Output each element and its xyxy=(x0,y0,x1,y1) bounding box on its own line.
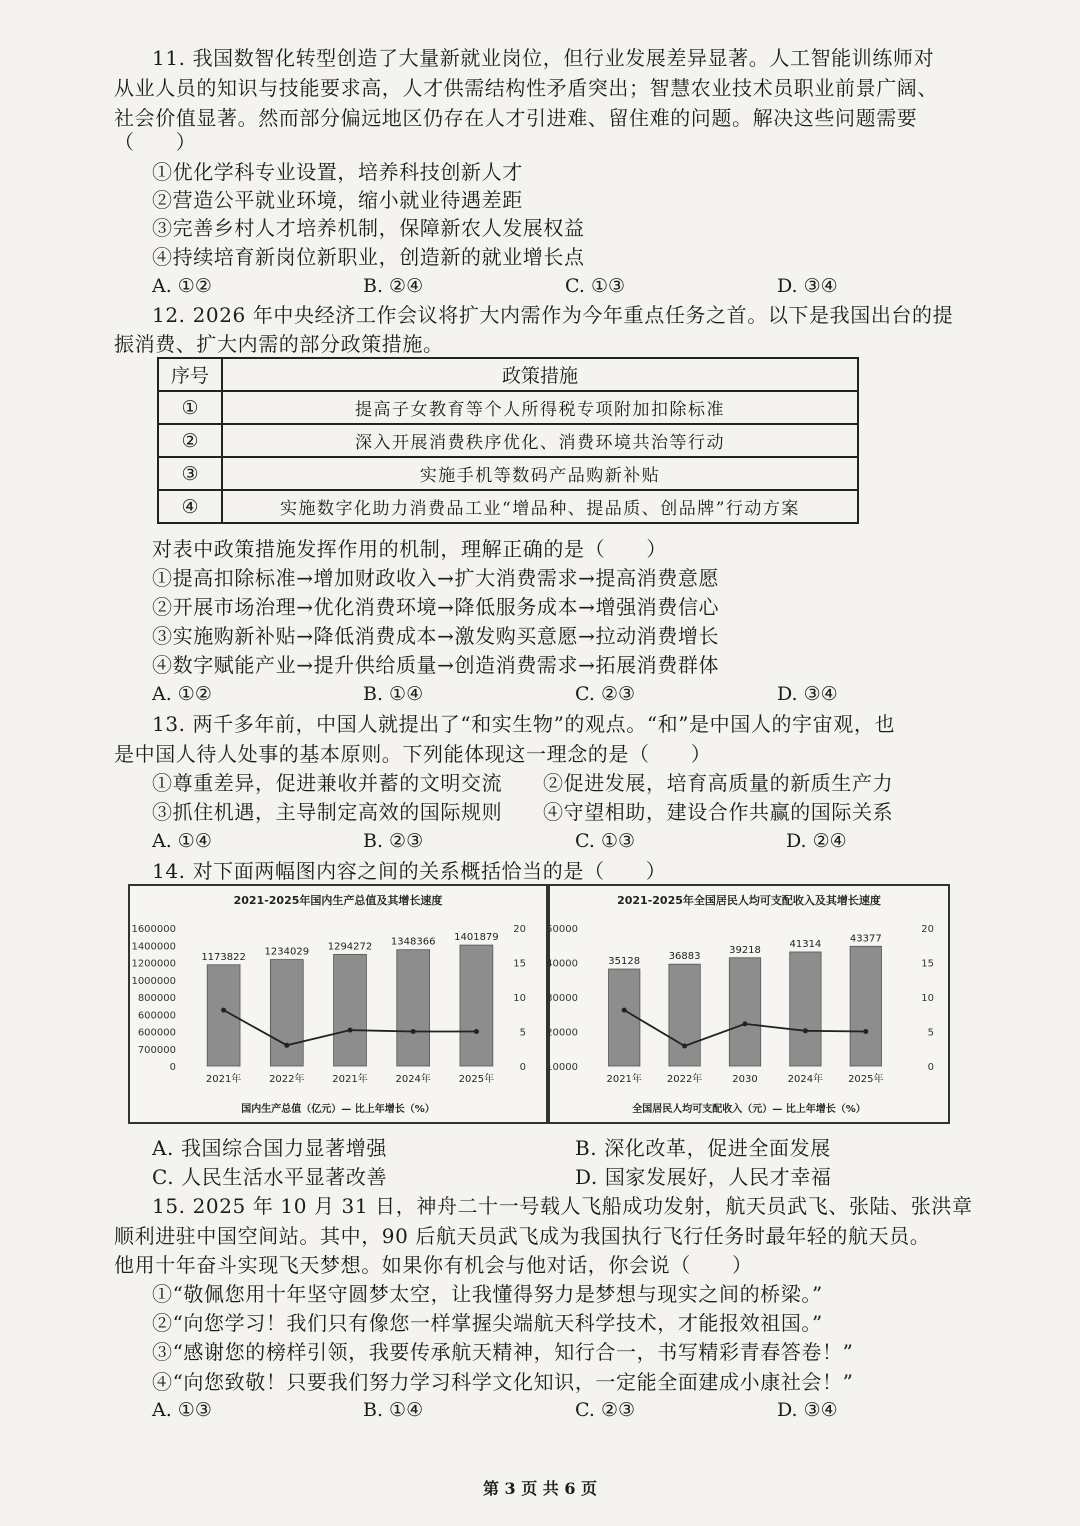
q11-stem-line-3: 社会价值显著。然而部分偏远地区仍存在人才引进难、留住难的问题。解决这些问题需要 xyxy=(114,106,918,130)
bar xyxy=(850,946,881,1066)
y2-tick-label: 10 xyxy=(513,993,526,1004)
q13-stem-line-2: 是中国人待人处事的基本原则。下列能体现这一理念的是（ ） xyxy=(114,742,712,766)
y-tick-label: 40000 xyxy=(546,958,578,970)
bar-value-label: 39218 xyxy=(729,944,761,956)
q13-choice-d[interactable]: D. ②④ xyxy=(786,830,847,852)
bar-value-label: 1234029 xyxy=(264,946,310,958)
y-tick-label: 20000 xyxy=(546,1027,578,1039)
bar-value-label: 1348366 xyxy=(390,936,436,948)
q15-choice-b[interactable]: B. ①④ xyxy=(363,1399,424,1421)
table-cell-policy: 实施手机等数码产品购新补贴 xyxy=(222,457,858,490)
bar xyxy=(270,960,303,1066)
table-cell-index: ② xyxy=(158,424,222,457)
q13-choice-c[interactable]: C. ①③ xyxy=(575,830,636,852)
y-tick-label: 0 xyxy=(169,1062,176,1073)
chart-title: 2021-2025年国内生产总值及其增长速度 xyxy=(233,894,443,907)
chart-legend: 全国居民人均可支配收入（元）— 比上年增长（%） xyxy=(632,1104,866,1115)
q12-item-2: ②开展市场治理→优化消费环境→降低服务成本→增强消费信心 xyxy=(152,595,720,619)
page-footer: 第 3 页 共 6 页 xyxy=(482,1479,598,1498)
growth-point xyxy=(348,1028,353,1033)
q15-item-3: ③“感谢您的榜样引领，我要传承航天精神，知行合一，书写精彩青春答卷！” xyxy=(152,1340,854,1364)
q12-question: 对表中政策措施发挥作用的机制，理解正确的是（ ） xyxy=(152,537,667,561)
q12-stem-line-2: 振消费、扩大内需的部分政策措施。 xyxy=(114,332,444,356)
y-tick-label: 1200000 xyxy=(131,958,176,970)
growth-point xyxy=(221,1008,226,1013)
q14-stem: 14. 对下面两幅图内容之间的关系概括恰当的是（ ） xyxy=(152,859,667,883)
q11-choice-c[interactable]: C. ①③ xyxy=(565,275,626,297)
y2-tick-label: 5 xyxy=(519,1027,526,1039)
q12-choice-b[interactable]: B. ①④ xyxy=(363,683,424,705)
gdp-chart-panel xyxy=(128,884,548,1124)
y2-tick-label: 20 xyxy=(513,924,526,935)
q15-choice-d[interactable]: D. ③④ xyxy=(777,1399,838,1421)
q14-choice-b[interactable]: B. 深化改革，促进全面发展 xyxy=(575,1136,831,1160)
q15-choice-a[interactable]: A. ①③ xyxy=(152,1399,212,1421)
q15-item-4: ④“向您致敬！只要我们努力学习科学文化知识，一定能全面建成小康社会！” xyxy=(152,1370,854,1394)
table-cell-policy: 深入开展消费秩序优化、消费环境共治等行动 xyxy=(222,424,858,457)
q11-stem-line-1: 11. 我国数智化转型创造了大量新就业岗位，但行业发展差异显著。人工智能训练师对 xyxy=(152,46,935,70)
table-row xyxy=(158,457,858,490)
y-tick-label: 1600000 xyxy=(131,924,176,935)
q13-choice-b[interactable]: B. ②③ xyxy=(363,830,424,852)
gdp-chart xyxy=(130,886,546,1122)
x-tick-label: 2022年 xyxy=(269,1074,305,1085)
y-tick-label: 10000 xyxy=(546,1062,578,1073)
y2-tick-label: 0 xyxy=(927,1062,934,1073)
q11-item-3: ③完善乡村人才培养机制，保障新农人发展权益 xyxy=(152,216,585,240)
growth-point xyxy=(682,1043,687,1048)
q13-stem-line-1: 13. 两千多年前，中国人就提出了“和实生物”的观点。“和”是中国人的宇宙观，也 xyxy=(152,712,896,736)
q15-item-1: ①“敬佩您用十年坚守圆梦太空，让我懂得努力是梦想与现实之间的桥梁。” xyxy=(152,1282,823,1306)
bar xyxy=(669,964,700,1066)
q11-choice-d[interactable]: D. ③④ xyxy=(777,275,838,297)
bar xyxy=(397,950,430,1066)
y-tick-label: 600000 xyxy=(137,1027,176,1039)
x-tick-label: 2030 xyxy=(732,1074,758,1085)
table-row xyxy=(158,391,858,424)
q12-item-1: ①提高扣除标准→增加财政收入→扩大消费需求→提高消费意愿 xyxy=(152,566,720,590)
y-tick-label: 1400000 xyxy=(131,941,176,953)
table-row xyxy=(158,424,858,457)
bar xyxy=(729,958,760,1066)
y2-tick-label: 15 xyxy=(513,958,526,970)
q11-answer-bracket: （ ） xyxy=(114,130,197,154)
bar-value-label: 36883 xyxy=(668,951,701,963)
bar-value-label: 1294272 xyxy=(327,941,373,953)
y2-tick-label: 5 xyxy=(927,1027,934,1039)
q14-choice-d[interactable]: D. 国家发展好，人民才幸福 xyxy=(575,1165,832,1189)
x-tick-label: 2021年 xyxy=(606,1074,642,1085)
x-tick-label: 2024年 xyxy=(787,1074,824,1085)
q11-item-4: ④持续培育新岗位新职业，创造新的就业增长点 xyxy=(152,245,585,269)
growth-point xyxy=(474,1029,479,1034)
y-tick-label: 700000 xyxy=(137,1044,176,1056)
q12-item-3: ③实施购新补贴→降低消费成本→激发购买意愿→拉动消费增长 xyxy=(152,624,720,648)
q12-choice-a[interactable]: A. ①② xyxy=(152,683,212,705)
q13-item-2: ②促进发展，培育高质量的新质生产力 xyxy=(543,771,894,795)
y-tick-label: 800000 xyxy=(137,993,176,1004)
table-cell-index: ① xyxy=(158,391,222,424)
q13-item-1: ①尊重差异，促进兼收并蓄的文明交流 xyxy=(152,771,503,795)
q14-choice-c[interactable]: C. 人民生活水平显著改善 xyxy=(152,1165,388,1189)
y-tick-label: 50000 xyxy=(546,924,578,935)
table-cell-policy: 提高子女教育等个人所得税专项附加扣除标准 xyxy=(222,391,858,424)
x-tick-label: 2025年 xyxy=(848,1074,884,1085)
q15-stem-line-1: 15. 2025 年 10 月 31 日，神舟二十一号载人飞船成功发射，航天员武飞、张陆、张洪章 xyxy=(152,1194,973,1218)
x-tick-label: 2021年 xyxy=(332,1074,368,1085)
growth-point xyxy=(743,1021,748,1026)
q13-item-4: ④守望相助，建设合作共赢的国际关系 xyxy=(543,800,894,824)
growth-point xyxy=(284,1043,289,1048)
bar xyxy=(334,954,367,1066)
income-chart-panel xyxy=(548,884,950,1124)
bar-value-label: 41314 xyxy=(789,938,822,950)
x-tick-label: 2025年 xyxy=(458,1074,495,1085)
q12-choice-d[interactable]: D. ③④ xyxy=(777,683,838,705)
y-tick-label: 1000000 xyxy=(131,975,176,987)
growth-point xyxy=(411,1029,416,1034)
bar-value-label: 43377 xyxy=(849,933,882,945)
q11-choice-a[interactable]: A. ①② xyxy=(152,275,212,297)
q15-stem-line-2: 顺利进驻中国空间站。其中，90 后航天员武飞成为我国执行飞行任务时最年轻的航天员。 xyxy=(114,1224,931,1248)
y2-tick-label: 10 xyxy=(921,993,934,1004)
y-tick-label: 600000 xyxy=(137,1010,176,1022)
x-tick-label: 2024年 xyxy=(395,1074,431,1085)
growth-point xyxy=(863,1029,868,1034)
growth-point xyxy=(803,1028,808,1033)
q15-choice-c[interactable]: C. ②③ xyxy=(575,1399,636,1421)
chart-legend: 国内生产总值（亿元）— 比上年增长（%） xyxy=(241,1104,435,1115)
q11-item-1: ①优化学科专业设置，培养科技创新人才 xyxy=(152,160,523,184)
q12-stem-line-1: 12. 2026 年中央经济工作会议将扩大内需作为今年重点任务之首。以下是我国出台的提 xyxy=(152,303,954,327)
table-header-policy: 政策措施 xyxy=(222,358,858,391)
x-tick-label: 2022年 xyxy=(666,1074,703,1085)
bar-value-label: 1173822 xyxy=(201,951,246,963)
q12-choice-c[interactable]: C. ②③ xyxy=(575,683,636,705)
bar-value-label: 35128 xyxy=(608,956,641,968)
table-cell-index: ④ xyxy=(158,490,222,523)
table-header-index: 序号 xyxy=(158,358,222,391)
q11-item-2: ②营造公平就业环境，缩小就业待遇差距 xyxy=(152,188,523,212)
y2-tick-label: 15 xyxy=(921,958,934,970)
q15-item-2: ②“向您学习！我们只有像您一样掌握尖端航天科学技术，才能报效祖国。” xyxy=(152,1311,823,1335)
q11-stem-line-2: 从业人员的知识与技能要求高，人才供需结构性矛盾突出；智慧农业技术员职业前景广阔、 xyxy=(114,76,938,100)
growth-point xyxy=(622,1008,627,1013)
y-tick-label: 30000 xyxy=(546,993,578,1004)
policy-table xyxy=(157,357,859,524)
bar xyxy=(790,952,821,1066)
bar xyxy=(207,965,240,1066)
q11-choice-b[interactable]: B. ②④ xyxy=(363,275,424,297)
y2-tick-label: 0 xyxy=(519,1062,526,1073)
table-cell-policy: 实施数字化助力消费品工业“增品种、提品质、创品牌”行动方案 xyxy=(222,490,858,523)
bar xyxy=(460,945,493,1066)
x-tick-label: 2021年 xyxy=(205,1074,242,1085)
bar-value-label: 1401879 xyxy=(454,932,499,944)
income-chart xyxy=(546,886,948,1122)
q14-choice-a[interactable]: A. 我国综合国力显著增强 xyxy=(152,1136,387,1160)
q13-item-3: ③抓住机遇，主导制定高效的国际规则 xyxy=(152,800,503,824)
q12-item-4: ④数字赋能产业→提升供给质量→创造消费需求→拓展消费群体 xyxy=(152,653,720,677)
q15-stem-line-3: 他用十年奋斗实现飞天梦想。如果你有机会与他对话，你会说（ ） xyxy=(114,1253,753,1277)
table-row xyxy=(158,490,858,523)
table-cell-index: ③ xyxy=(158,457,222,490)
chart-title: 2021-2025年全国居民人均可支配收入及其增长速度 xyxy=(617,894,881,907)
q13-choice-a[interactable]: A. ①④ xyxy=(152,830,212,852)
y2-tick-label: 20 xyxy=(921,924,934,935)
